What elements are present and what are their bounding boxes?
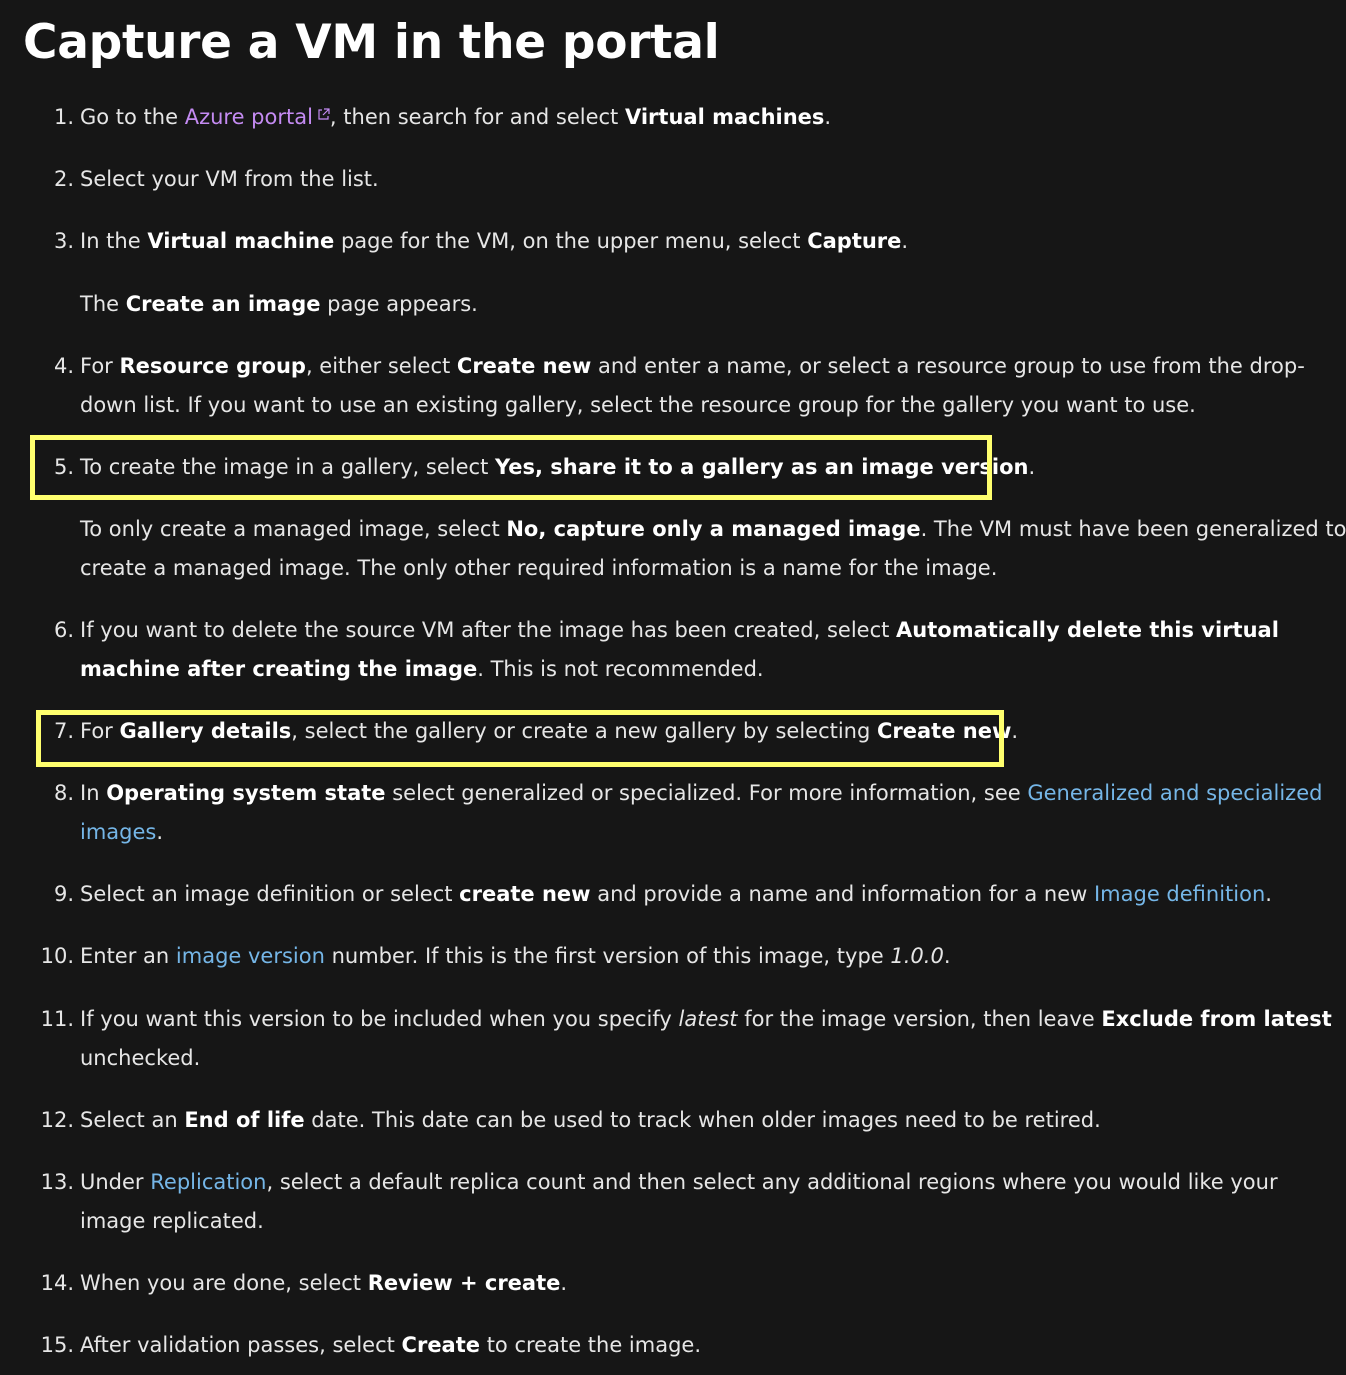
step-7: 7. For Gallery details, select the gallery or create a new gallery by selecting Create new. [80,712,1316,751]
ui-term: Create new [877,719,1012,743]
ui-term: Capture [807,229,902,253]
ui-term: Create [401,1333,481,1357]
step-number: 15. [40,1333,74,1357]
azure-portal-link[interactable]: Azure portal [185,105,330,129]
step-9: 9. Select an image definition or select create new and provide a name and information for a new Image definition. [80,875,1316,914]
step-number: 6. [53,618,74,642]
step-number: 14. [40,1271,74,1295]
ui-term: Create new [456,354,592,378]
ui-term: machine after creating the image [80,657,478,681]
ui-term: No, capture only a managed image [506,517,921,541]
ui-term: Resource group [119,354,306,378]
step-number: 11. [40,1007,74,1031]
page-title: Capture a VM in the portal [23,15,720,70]
ui-term: Virtual machines [624,105,825,129]
step-6: 6. If you want to delete the source VM after the image has been created, select Automatically delete this virtual machine after creating the image. This is not recommended. [80,611,1316,689]
step-number: 10. [40,944,74,968]
ui-term: End of life [184,1108,305,1132]
step-number: 4. [53,354,74,378]
ui-term: create new [459,882,591,906]
step-3: 3. In the Virtual machine page for the VM, on the upper menu, select Capture. [80,222,1316,261]
step-text: Go to the [80,105,185,129]
version-example: 1.0.0 [890,944,944,968]
step-2 [53,160,1316,199]
step-number: 2. [53,167,74,191]
ui-term: Review + create [367,1271,561,1295]
step-1: 1. Go to the Azure portal , then search for and select Virtual machines. [80,98,1316,137]
step-8: 8. In Operating system state select generalized or specialized. For more information, see Generalized and specialized images. [80,774,1316,852]
step-number: 8. [53,781,74,805]
step-number: 1. [53,105,74,129]
generalized-specialized-link-cont[interactable]: images [80,820,157,844]
step-number: 9. [53,882,74,906]
image-definition-link[interactable]: Image definition [1093,882,1266,906]
step-text: Select your VM from the list. [80,167,379,191]
ui-term: Automatically delete this virtual [896,618,1279,642]
ui-term: Create an image [125,292,321,316]
step-11: 11. If you want this version to be included when you specify latest for the image version, then leave Exclude from latest unchecked. [80,1000,1316,1078]
step-number: 13. [40,1170,74,1194]
step-15: 15. After validation passes, select Create to create the image. [80,1326,1316,1365]
step-13: 13. Under Replication, select a default replica count and then select any additional regions where you would like your image replicated. [80,1163,1316,1241]
step-3-note: The Create an image page appears. [80,292,478,316]
replication-link[interactable]: Replication [150,1170,267,1194]
step-4: 4. For Resource group, either select Create new and enter a name, or select a resource group to use from the drop- down list. If you want to use an existing gallery, select the resource group for the gallery you want to use. [80,347,1316,425]
step-number: 12. [40,1108,74,1132]
step-text: , then search for and select [329,105,625,129]
step-number: 7. [53,719,74,743]
step-number: 5. [53,455,74,479]
step-5-note: To only create a managed image, select No, capture only a managed image. The VM must have been generalized to create a managed image. The only other required information is a name for the image. [80,517,1346,580]
ui-term: Virtual machine [147,229,335,253]
step-12: 12. Select an End of life date. This date can be used to track when older images need to be retired. [80,1101,1316,1140]
generalized-specialized-link[interactable]: Generalized and specialized [1027,781,1323,805]
external-link-icon [317,108,330,121]
ui-term: Gallery details [119,719,292,743]
ui-term: Exclude from latest [1101,1007,1332,1031]
ui-term: Operating system state [106,781,386,805]
image-version-link[interactable]: image version [175,944,325,968]
step-number: 3. [53,229,74,253]
step-10: 10. Enter an image version number. If this is the first version of this image, type 1.0.0. [80,937,1316,976]
step-5: 5. To create the image in a gallery, select Yes, share it to a gallery as an image version. [80,448,1316,487]
step-14: 14. When you are done, select Review + create. [80,1264,1316,1303]
ui-term: Yes, share it to a gallery as an image version [494,455,1029,479]
